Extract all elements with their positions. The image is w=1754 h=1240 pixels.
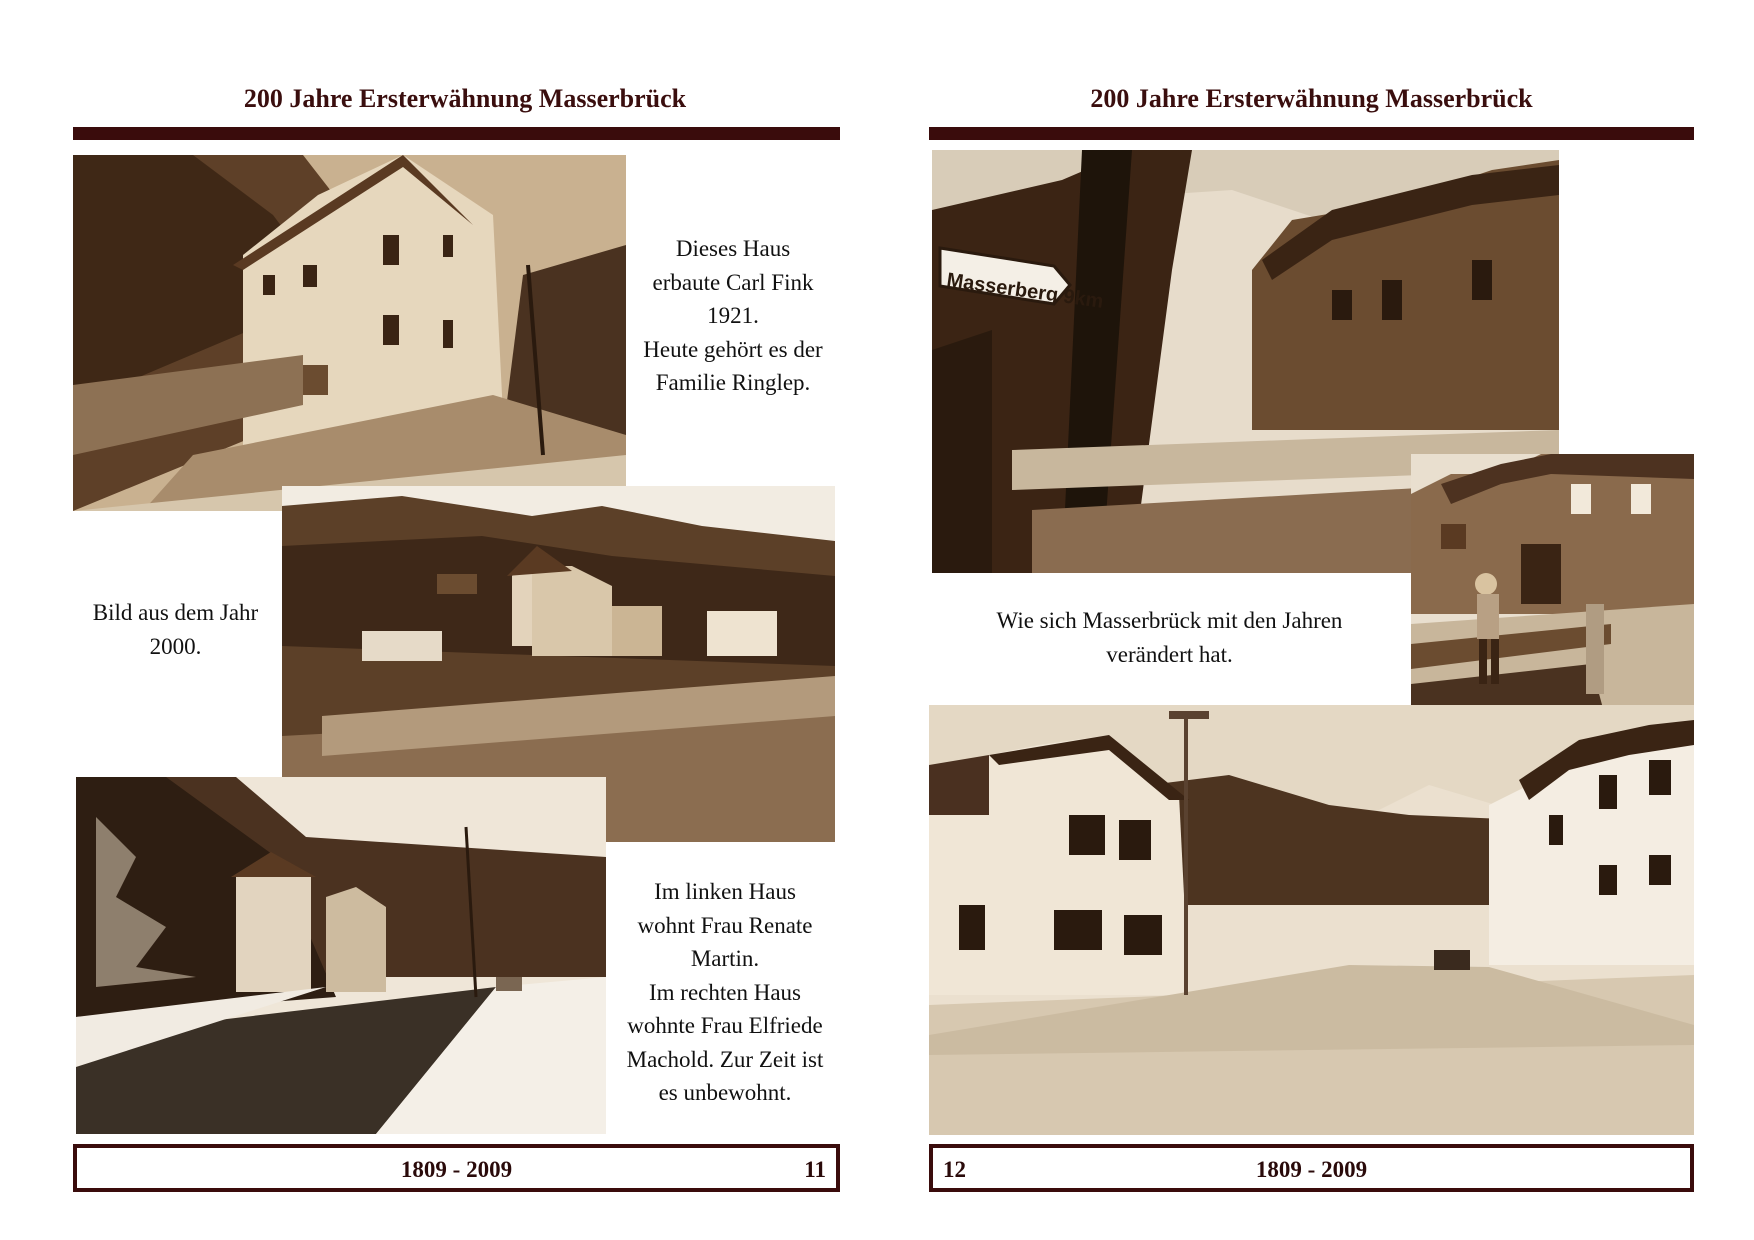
- caption-line: Im linken Haus: [654, 879, 796, 904]
- caption-change: [932, 604, 1407, 671]
- caption-line: Martin.: [690, 946, 760, 971]
- page-number: 12: [943, 1157, 966, 1182]
- photo-house-1921: [73, 155, 626, 511]
- caption-house-1921: [627, 232, 839, 400]
- caption-line: verändert hat.: [1106, 641, 1233, 667]
- caption-line: Dieses Haus: [675, 236, 791, 261]
- caption-line: Bild aus dem Jahr: [92, 600, 259, 625]
- photo-boy-bridge: [1411, 454, 1694, 738]
- sign-masserberg: Masserberg 9km: [945, 269, 1105, 313]
- caption-line: Machold. Zur Zeit ist: [626, 1046, 824, 1072]
- caption-line: Wie sich Masserbrück mit den Jahren: [996, 608, 1343, 633]
- caption-line: erbaute Carl Fink: [652, 269, 814, 295]
- caption-line: es unbewohnt.: [658, 1080, 792, 1105]
- caption-line: Im rechten Haus: [649, 979, 801, 1005]
- page-footer: [73, 1144, 840, 1192]
- caption-line: wohnt Frau Renate: [637, 912, 813, 938]
- page-header-title: 200 Jahre Ersterwähnung Masserbrück: [243, 84, 687, 113]
- caption-line: Familie Ringlep.: [655, 370, 811, 395]
- caption-line: wohnte Frau Elfriede: [627, 1013, 823, 1038]
- header-rule: [73, 127, 840, 140]
- caption-line: 1921.: [707, 303, 759, 328]
- footer-years: 1809 - 2009: [400, 1157, 513, 1182]
- photo-modern-street: [929, 705, 1694, 1135]
- caption-line: 2000.: [149, 633, 202, 659]
- page-header-title: 200 Jahre Ersterwähnung Masserbrück: [1090, 84, 1533, 113]
- caption-line: Heute gehört es der: [643, 336, 823, 362]
- photo-winter-road: [76, 777, 606, 1134]
- header-rule: [929, 127, 1694, 140]
- caption-winter-road: [610, 875, 840, 1110]
- page-footer: [929, 1144, 1694, 1192]
- footer-years: 1809 - 2009: [1255, 1157, 1368, 1182]
- caption-year-2000: [73, 596, 278, 663]
- right-page: [877, 0, 1754, 1240]
- page-number: 11: [804, 1157, 826, 1182]
